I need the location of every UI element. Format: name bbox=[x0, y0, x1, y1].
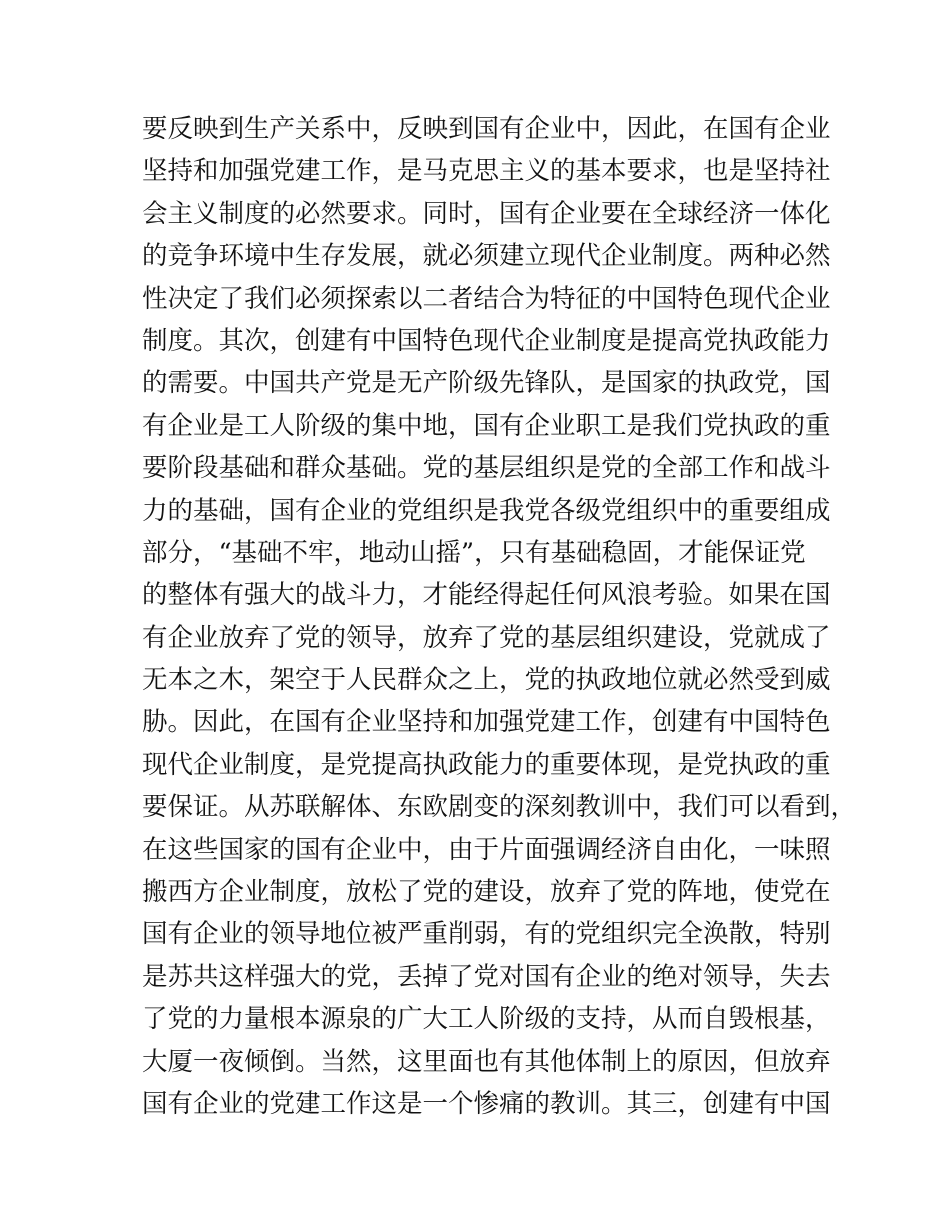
text-line: 了党的力量根本源泉的广大工人阶级的支持，从而自毁根基， bbox=[142, 1004, 831, 1035]
text-line: 坚持和加强党建工作，是马克思主义的基本要求，也是坚持社 bbox=[142, 156, 831, 187]
text-line: 要反映到生产关系中，反映到国有企业中，因此，在国有企业 bbox=[142, 114, 831, 144]
text-line: 有企业是工人阶级的集中地，国有企业职工是我们党执政的重 bbox=[142, 410, 831, 441]
text-line: 的需要。中国共产党是无产阶级先锋队，是国家的执政党，国 bbox=[142, 368, 831, 399]
text-line: 要阶段基础和群众基础。党的基层组织是党的全部工作和战斗 bbox=[142, 453, 831, 484]
text-line: 国有企业的党建工作这是一个惨痛的教训。其三，创建有中国 bbox=[142, 1088, 831, 1119]
text-line: 胁。因此，在国有企业坚持和加强党建工作，创建有中国特色 bbox=[142, 707, 831, 738]
text-line: 搬西方企业制度，放松了党的建设，放弃了党的阵地，使党在 bbox=[142, 877, 831, 908]
text-line: 会主义制度的必然要求。同时，国有企业要在全球经济一体化 bbox=[142, 198, 831, 229]
text-line: 是苏共这样强大的党，丢掉了党对国有企业的绝对领导，失去 bbox=[142, 961, 831, 992]
text-line: 要保证。从苏联解体、东欧剧变的深刻教训中，我们可以看到， bbox=[142, 792, 857, 823]
text-line: 部分，“基础不牢，地动山摇”，只有基础稳固，才能保证党 bbox=[142, 537, 806, 568]
text-line: 无本之木，架空于人民群众之上，党的执政地位就必然受到威 bbox=[142, 665, 831, 696]
text-line: 的竞争环境中生存发展，就必须建立现代企业制度。两种必然 bbox=[142, 241, 831, 272]
text-line: 大厦一夜倾倒。当然，这里面也有其他体制上的原因，但放弃 bbox=[142, 1046, 831, 1077]
text-line: 力的基础，国有企业的党组织是我党各级党组织中的重要组成 bbox=[142, 495, 831, 526]
text-line: 国有企业的领导地位被严重削弱，有的党组织完全涣散，特别 bbox=[142, 919, 831, 950]
text-line: 的整体有强大的战斗力，才能经得起任何风浪考验。如果在国 bbox=[142, 580, 831, 611]
text-line: 制度。其次，创建有中国特色现代企业制度是提高党执政能力 bbox=[142, 325, 831, 356]
body-paragraph bbox=[142, 108, 857, 1125]
text-line: 有企业放弃了党的领导，放弃了党的基层组织建设，党就成了 bbox=[142, 622, 831, 653]
text-line: 现代企业制度，是党提高执政能力的重要体现，是党执政的重 bbox=[142, 749, 831, 780]
text-line: 性决定了我们必须探索以二者结合为特征的中国特色现代企业 bbox=[142, 283, 831, 314]
text-line: 在这些国家的国有企业中，由于片面强调经济自由化，一味照 bbox=[142, 834, 831, 865]
